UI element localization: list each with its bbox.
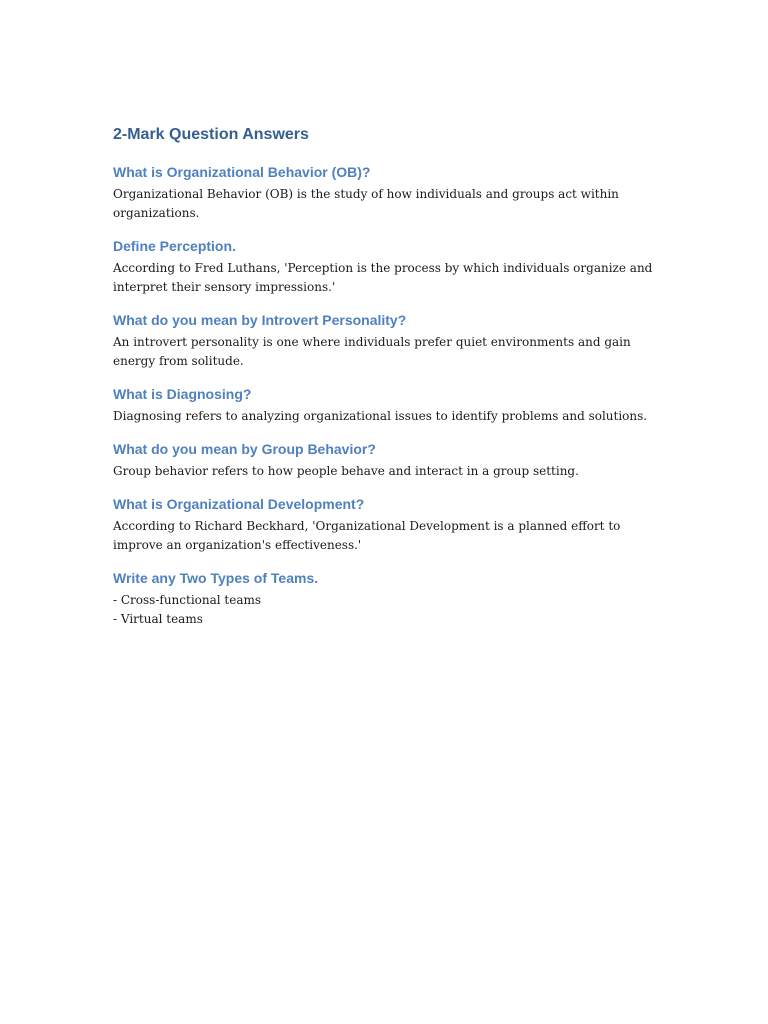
question-heading: Define Perception.	[113, 238, 236, 254]
document-content	[113, 124, 658, 643]
answer-line: - Virtual teams	[113, 612, 203, 626]
answer-line: Group behavior refers to how people behave and interact in a group setting.	[113, 464, 579, 478]
answer-line: According to Fred Luthans, 'Perception is the process by which individuals organize and interpret their sensory impressions.'	[113, 261, 653, 294]
answer-line: An introvert personality is one where individuals prefer quiet environments and gain energy from solitude.	[113, 335, 631, 368]
answer-text	[113, 462, 658, 481]
answer-text	[113, 259, 658, 297]
answer-text	[113, 407, 658, 426]
answer-text	[113, 591, 658, 629]
question-heading: What is Diagnosing?	[113, 386, 252, 402]
qa-item	[113, 163, 658, 223]
question-heading: What is Organizational Development?	[113, 496, 365, 512]
question-heading: What do you mean by Group Behavior?	[113, 441, 376, 457]
question-heading: Write any Two Types of Teams.	[113, 570, 319, 586]
qa-item	[113, 385, 658, 426]
answer-text	[113, 333, 658, 371]
qa-item	[113, 440, 658, 481]
answer-line: According to Richard Beckhard, 'Organizational Development is a planned effort to improve an organization's effectiveness.'	[113, 519, 621, 552]
qa-item	[113, 311, 658, 371]
question-heading: What is Organizational Behavior (OB)?	[113, 164, 371, 180]
answer-line: Diagnosing refers to analyzing organizational issues to identify problems and solutions.	[113, 409, 648, 423]
question-heading: What do you mean by Introvert Personality?	[113, 312, 407, 328]
document-title: 2-Mark Question Answers	[113, 126, 309, 143]
answer-text	[113, 517, 658, 555]
qa-item	[113, 495, 658, 555]
answer-text	[113, 185, 658, 223]
answer-line: - Cross-functional teams	[113, 593, 262, 607]
answer-line: Organizational Behavior (OB) is the study of how individuals and groups act within organizations.	[113, 187, 619, 220]
qa-item	[113, 237, 658, 297]
qa-item	[113, 569, 658, 629]
